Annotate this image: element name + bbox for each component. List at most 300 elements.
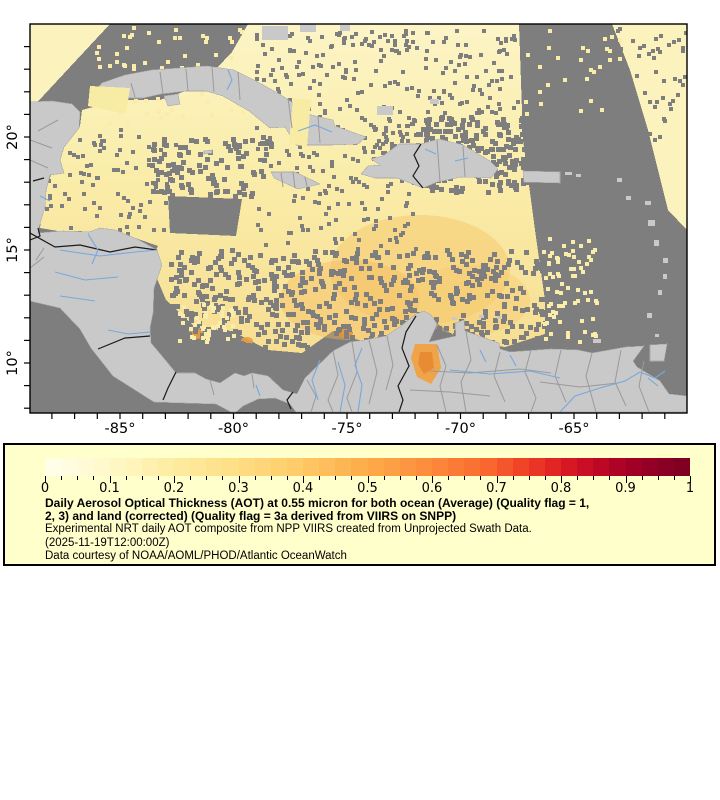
no-data-pixel (486, 190, 491, 195)
no-data-pixel (289, 292, 294, 297)
no-data-pixel (306, 228, 310, 232)
colorbar-tick-label: 0.4 (292, 481, 314, 496)
no-data-pixel (619, 47, 623, 51)
no-data-pixel (285, 149, 289, 153)
aot-pixel (132, 26, 136, 30)
aot-pixel (556, 260, 560, 264)
no-data-pixel (509, 249, 514, 254)
no-data-pixel (401, 135, 405, 139)
no-data-pixel (629, 92, 633, 96)
no-data-pixel (449, 188, 454, 193)
colorbar-tick-label: 0.2 (163, 481, 185, 496)
aot-pixel (579, 266, 583, 270)
no-data-pixel (169, 277, 174, 282)
no-data-pixel (309, 276, 314, 281)
no-data-pixel (203, 165, 208, 170)
colorbar-minor-tick (77, 476, 78, 480)
no-data-pixel (398, 130, 402, 134)
no-data-pixel (350, 335, 355, 340)
aot-pixel (583, 330, 587, 334)
no-data-pixel (501, 319, 506, 324)
no-data-pixel (465, 100, 469, 104)
no-data-pixel (395, 49, 399, 53)
aot-pixel (555, 290, 559, 294)
no-data-pixel (504, 39, 508, 43)
no-data-pixel (344, 68, 348, 72)
colorbar-block (174, 458, 190, 476)
no-data-pixel (355, 108, 359, 112)
no-data-pixel (393, 228, 397, 232)
no-data-pixel (637, 54, 641, 58)
aot-pixel (548, 254, 552, 258)
aot-pixel (145, 112, 149, 116)
no-data-pixel (434, 185, 439, 190)
no-data-pixel (521, 157, 526, 162)
no-data-pixel (300, 276, 305, 281)
island (626, 196, 631, 200)
no-data-pixel (187, 346, 192, 351)
no-data-pixel (269, 73, 273, 77)
no-data-pixel (315, 314, 320, 319)
no-data-pixel (278, 334, 283, 339)
no-data-pixel (379, 331, 384, 336)
no-data-pixel (219, 158, 224, 163)
no-data-pixel (159, 148, 163, 152)
aot-pixel (573, 274, 577, 278)
colorbar-block (93, 458, 109, 476)
no-data-pixel (383, 33, 387, 37)
no-data-pixel (162, 228, 166, 232)
no-data-pixel (184, 277, 189, 282)
aot-pixel (600, 108, 604, 112)
no-data-pixel (625, 83, 629, 87)
no-data-pixel (471, 88, 475, 92)
no-data-pixel (178, 153, 183, 158)
no-data-pixel (228, 342, 233, 347)
no-data-pixel (83, 207, 87, 211)
no-data-pixel (198, 152, 203, 157)
no-data-pixel (305, 345, 310, 350)
no-data-pixel (236, 150, 241, 155)
no-data-pixel (273, 79, 277, 83)
no-data-pixel (497, 102, 501, 106)
legend-credit: Data courtesy of NOAA/AOML/PHOD/Atlantic OceanWatch (45, 549, 347, 562)
land-cayman (204, 150, 212, 154)
no-data-pixel (373, 145, 377, 149)
no-data-pixel (186, 150, 191, 155)
no-data-pixel (79, 171, 83, 175)
no-data-pixel (513, 306, 518, 311)
no-data-pixel (408, 263, 413, 268)
no-data-pixel (502, 314, 507, 319)
no-data-pixel (306, 309, 311, 314)
no-data-pixel (496, 147, 501, 152)
no-data-pixel (359, 266, 364, 271)
no-data-pixel (244, 277, 249, 282)
no-data-pixel (662, 79, 666, 83)
no-data-pixel (482, 274, 487, 279)
aot-pixel (548, 272, 552, 276)
no-data-pixel (298, 283, 303, 288)
no-data-pixel (382, 319, 387, 324)
no-data-pixel (327, 222, 331, 226)
no-data-pixel (147, 158, 151, 162)
no-data-pixel (433, 273, 438, 278)
colorbar-block (45, 458, 61, 476)
no-data-pixel (487, 83, 491, 87)
aot-pixel (581, 46, 585, 50)
aot-pixel (204, 40, 208, 44)
no-data-pixel (505, 294, 510, 299)
no-data-pixel (210, 286, 215, 291)
aot-pixel (566, 335, 570, 339)
no-data-pixel (214, 272, 219, 277)
no-data-pixel (72, 153, 76, 157)
colorbar-minor-tick (416, 476, 417, 480)
no-data-pixel (681, 46, 685, 50)
no-data-pixel (461, 313, 466, 318)
no-data-pixel (315, 153, 319, 157)
no-data-pixel (137, 135, 141, 139)
no-data-pixel (394, 236, 398, 240)
aot-pixel (538, 65, 542, 69)
no-data-pixel (407, 192, 411, 196)
no-data-pixel (406, 222, 410, 226)
island (497, 316, 501, 319)
no-data-pixel (119, 134, 123, 138)
no-data-pixel (483, 150, 488, 155)
no-data-pixel (498, 188, 503, 193)
no-data-pixel (478, 88, 482, 92)
no-data-pixel (536, 322, 541, 327)
colorbar-minor-tick (448, 476, 449, 480)
no-data-pixel (98, 206, 102, 210)
no-data-pixel (348, 104, 352, 108)
no-data-pixel (319, 226, 323, 230)
no-data-pixel (169, 262, 174, 267)
no-data-pixel (333, 253, 338, 258)
no-data-pixel (323, 250, 328, 255)
colorbar-block (126, 458, 142, 476)
aot-pixel (238, 28, 242, 32)
no-data-pixel (320, 341, 325, 346)
aot-pixel (173, 36, 177, 40)
no-data-pixel (470, 138, 475, 143)
no-data-pixel (629, 100, 633, 104)
aot-pixel (159, 116, 163, 120)
no-data-pixel (231, 137, 236, 142)
no-data-pixel (228, 148, 233, 153)
no-data-pixel (405, 253, 410, 258)
no-data-pixel (170, 318, 175, 323)
no-data-pixel (362, 146, 366, 150)
no-data-pixel (662, 117, 666, 121)
no-data-pixel (315, 54, 319, 58)
x-axis-label: -80° (218, 421, 249, 437)
no-data-pixel (318, 192, 322, 196)
no-data-pixel (463, 62, 467, 66)
no-data-pixel (474, 133, 479, 138)
no-data-pixel (250, 265, 255, 270)
no-data-pixel (321, 169, 325, 173)
island (658, 290, 662, 295)
no-data-pixel (377, 307, 382, 312)
aot-pixel (230, 40, 234, 44)
no-data-pixel (162, 152, 167, 157)
aot-pixel (190, 335, 194, 339)
no-data-pixel (340, 189, 344, 193)
colorbar-tick-label: 0.9 (615, 481, 636, 496)
no-data-pixel (327, 206, 331, 210)
no-data-pixel (279, 293, 284, 298)
no-data-pixel (540, 312, 545, 317)
no-data-pixel (197, 251, 202, 256)
no-data-pixel (498, 107, 502, 111)
no-data-pixel (194, 299, 199, 304)
no-data-pixel (455, 29, 459, 33)
no-data-pixel (659, 34, 663, 38)
no-data-pixel (629, 127, 633, 131)
no-data-pixel (214, 161, 219, 166)
no-data-pixel (379, 244, 383, 248)
no-data-pixel (508, 320, 513, 325)
no-data-pixel (407, 116, 411, 120)
no-data-pixel (673, 77, 677, 81)
aot-pixel (618, 38, 622, 42)
colorbar-block (593, 458, 609, 476)
colorbar-block (529, 458, 545, 476)
colorbar (45, 458, 690, 476)
aot-pixel (132, 100, 136, 104)
no-data-pixel (274, 313, 279, 318)
no-data-pixel (125, 225, 129, 229)
no-data-pixel (651, 49, 655, 53)
no-data-pixel (351, 43, 355, 47)
no-data-pixel (313, 200, 317, 204)
no-data-pixel (405, 300, 410, 305)
aot-pixel (205, 100, 209, 104)
no-data-pixel (460, 259, 465, 264)
no-data-pixel (669, 107, 673, 111)
no-data-pixel (378, 263, 383, 268)
colorbar-tick-label: 0.8 (550, 481, 572, 496)
no-data-pixel (519, 118, 524, 123)
colorbar-minor-tick (93, 476, 94, 480)
no-data-pixel (351, 180, 355, 184)
no-data-pixel (475, 75, 479, 79)
colorbar-minor-tick (190, 476, 191, 480)
no-data-pixel (351, 157, 355, 161)
island (647, 313, 652, 318)
colorbar-minor-tick (158, 476, 159, 480)
legend-panel (3, 443, 716, 566)
no-data-pixel (370, 332, 375, 337)
no-data-pixel (655, 100, 659, 104)
colorbar-minor-tick (513, 476, 514, 480)
aot-pixel (586, 298, 590, 302)
no-data-pixel (656, 47, 660, 51)
aot-pixel (592, 70, 596, 74)
no-data-pixel (411, 40, 415, 44)
legend-title-line2: 2, 3) and land (corrected) (Quality flag = 3a derived from VIIRS on SNPP) (45, 509, 457, 524)
no-data-pixel (350, 256, 355, 261)
island (645, 201, 651, 205)
no-data-pixel (391, 265, 396, 270)
no-data-pixel (524, 129, 529, 134)
no-data-pixel (332, 175, 336, 179)
no-data-pixel (283, 284, 288, 289)
no-data-pixel (457, 63, 461, 67)
aot-pixel (122, 34, 126, 38)
aot-pixel (586, 49, 590, 53)
aot-pixel (200, 92, 204, 96)
aot-pixel (577, 260, 581, 264)
no-data-pixel (528, 325, 533, 330)
aot-pixel (571, 240, 575, 244)
no-data-pixel (259, 300, 264, 305)
no-data-pixel (266, 307, 271, 312)
colorbar-minor-tick (577, 476, 578, 480)
no-data-pixel (270, 276, 275, 281)
no-data-gulf-of-honduras (168, 196, 242, 236)
no-data-pixel (349, 276, 354, 281)
no-data-pixel (386, 39, 390, 43)
no-data-pixel (516, 100, 520, 104)
no-data-pixel (291, 312, 296, 317)
no-data-pixel (437, 129, 442, 134)
no-data-pixel (482, 29, 486, 33)
no-data-pixel (648, 100, 652, 104)
no-data-pixel (187, 168, 192, 173)
no-data-pixel (290, 32, 294, 36)
no-data-pixel (128, 212, 132, 216)
no-data-pixel (301, 228, 305, 232)
no-data-pixel (505, 329, 510, 334)
no-data-pixel (474, 327, 479, 332)
no-data-pixel (439, 187, 444, 192)
no-data-pixel (259, 228, 263, 232)
no-data-pixel (370, 253, 375, 258)
no-data-pixel (324, 191, 328, 195)
aot-pixel (539, 102, 543, 106)
no-data-pixel (511, 138, 516, 143)
colorbar-minor-tick (126, 476, 127, 480)
colorbar-block (335, 458, 351, 476)
no-data-pixel (332, 320, 337, 325)
colorbar-minor-tick (61, 476, 62, 480)
no-data-pixel (466, 250, 471, 255)
no-data-pixel (502, 122, 507, 127)
no-data-pixel (280, 66, 284, 70)
no-data-pixel (449, 117, 454, 122)
no-data-pixel (433, 255, 438, 260)
no-data-pixel (112, 168, 116, 172)
no-data-pixel (60, 204, 64, 208)
no-data-pixel (327, 304, 332, 309)
no-data-pixel (512, 106, 516, 110)
no-data-pixel (451, 265, 456, 270)
no-data-pixel (520, 308, 525, 313)
aot-pixel (123, 64, 127, 68)
no-data-pixel (352, 285, 357, 290)
no-data-pixel (541, 125, 546, 130)
map-plot-area (30, 24, 688, 413)
no-data-pixel (677, 38, 681, 42)
no-data-pixel (68, 173, 72, 177)
no-data-pixel (99, 143, 103, 147)
no-data-pixel (256, 332, 261, 337)
no-data-pixel (68, 151, 72, 155)
aot-pixel (558, 320, 562, 324)
aot-pixel (566, 286, 570, 290)
no-data-pixel (145, 182, 149, 186)
no-data-pixel (542, 145, 547, 150)
no-data-pixel (347, 202, 351, 206)
aot-pixel (610, 35, 614, 39)
no-data-pixel (364, 292, 369, 297)
no-data-pixel (381, 151, 385, 155)
no-data-pixel (289, 231, 293, 235)
colorbar-block (432, 458, 448, 476)
no-data-pixel (514, 296, 519, 301)
no-data-pixel (425, 49, 429, 53)
aot-pixel (585, 77, 589, 81)
no-data-pixel (267, 212, 271, 216)
no-data-pixel (529, 157, 534, 162)
aot-pixel (147, 31, 151, 35)
no-data-pixel (295, 65, 299, 69)
no-data-pixel (320, 281, 325, 286)
no-data-pixel (437, 326, 442, 331)
aot-pixel (544, 276, 548, 280)
aot-pixel (97, 45, 101, 49)
no-data-pixel (425, 31, 429, 35)
no-data-pixel (454, 185, 459, 190)
no-data-pixel (370, 30, 374, 34)
aot-pixel (546, 83, 550, 87)
no-data-pixel (162, 139, 167, 144)
no-data-pixel (642, 44, 646, 48)
no-data-pixel (411, 251, 416, 256)
no-data-pixel (521, 165, 526, 170)
no-data-pixel (500, 77, 504, 81)
no-data-pixel (504, 281, 509, 286)
no-data-pixel (470, 258, 475, 263)
no-data-pixel (403, 309, 408, 314)
no-data-pixel (318, 82, 322, 86)
aot-pixel (589, 258, 593, 262)
land-puerto-rico (523, 171, 560, 183)
colorbar-block (222, 458, 238, 476)
no-data-pixel (261, 43, 265, 47)
colorbar-block (190, 458, 206, 476)
no-data-pixel (512, 339, 517, 344)
no-data-pixel (613, 63, 617, 67)
no-data-pixel (337, 62, 341, 66)
no-data-pixel (432, 89, 436, 93)
no-data-pixel (179, 175, 184, 180)
no-data-pixel (509, 75, 513, 79)
no-data-pixel (481, 129, 486, 134)
no-data-pixel (67, 197, 71, 201)
no-data-pixel (272, 288, 277, 293)
no-data-pixel (239, 316, 244, 321)
no-data-pixel (170, 326, 175, 331)
no-data-pixel (170, 293, 175, 298)
no-data-pixel (676, 93, 680, 97)
land-trinidad (650, 344, 667, 361)
no-data-pixel (357, 238, 361, 242)
